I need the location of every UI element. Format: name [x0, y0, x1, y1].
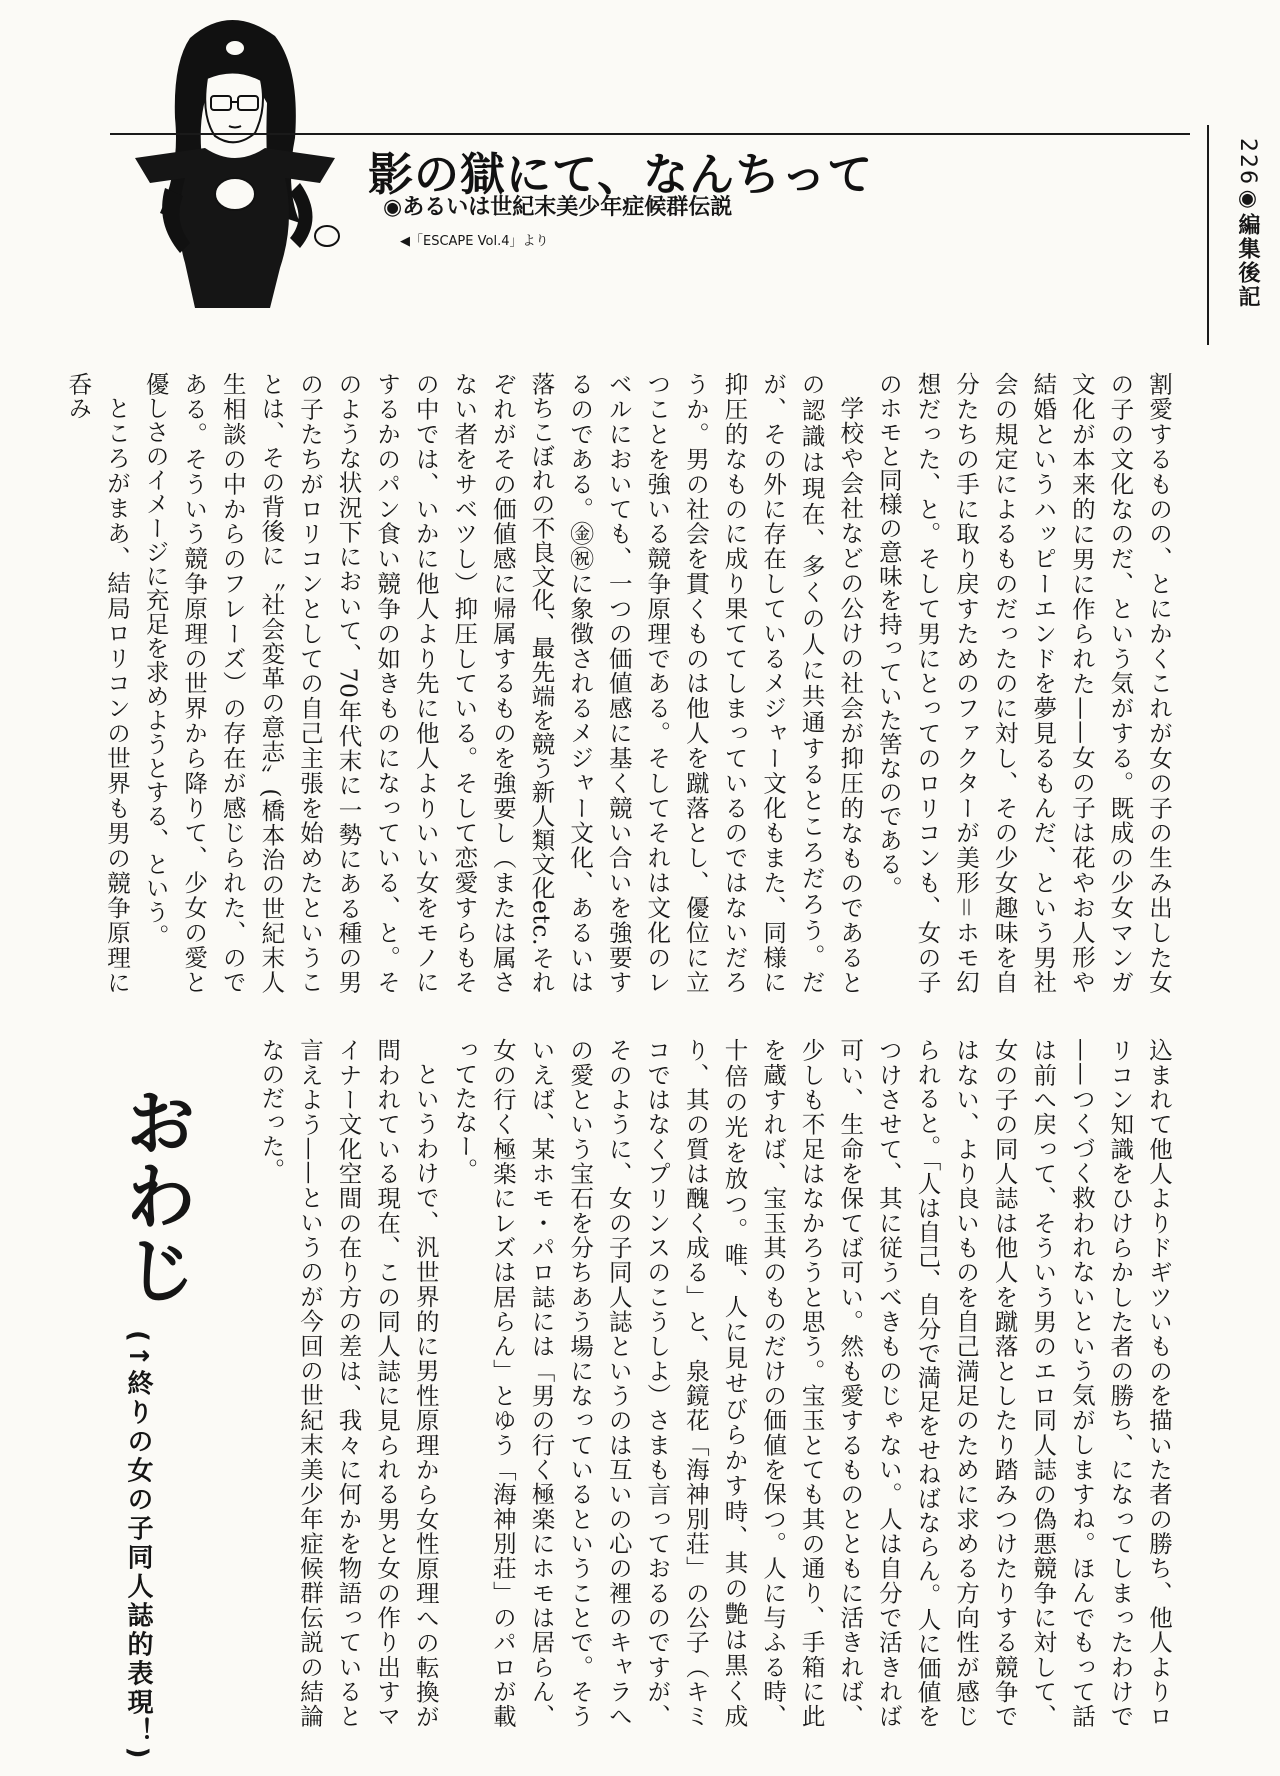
character-illustration — [95, 8, 365, 308]
page-number: 226 — [1235, 138, 1260, 186]
closing-note: (↑終りの女の子同人誌的表現！) — [123, 1330, 153, 1762]
header-rule — [110, 133, 1190, 135]
closing-word: おわじ — [113, 1085, 197, 1307]
article-title: 影の獄にて、なんちって — [368, 148, 874, 201]
paragraph: 割愛するものの、とにかくこれが女の子の生み出した女の子の文化なのだ、という気がする。既成の少女マンガ文化が本来的に男に作られた——女の子は花やお人形や結婚というハッピーエンドを夢見るもんだ、という男社会の規定によるものだったのに対し、その少女趣味を自分たちの手に取り戻すためのファクターが美形＝ホモ幻想だった、と。そして男にとってのロリコンも、女の子のホモと同様の意味を持っていた筈なのである。 — [874, 372, 1173, 994]
body-text-lower — [257, 1038, 1178, 1729]
article-subtitle: ◉あるいは世紀末美少年症候群伝説 — [383, 195, 733, 220]
paragraph: というわけで、汎世界的に男性原理から女性原理への転換が問われている現在、この同人誌に見られる男と女の作り出すマイナー文化空間の在り方の差は、我々に何かを物語っていると言えよう——というのが今回の世紀末美少年症候群伝説の結論なのだった。 — [257, 1038, 440, 1728]
page-header-vertical — [1232, 138, 1263, 309]
side-rule — [1207, 125, 1209, 345]
bullet-icon: ◉ — [1235, 186, 1260, 213]
paragraph: ところがまあ、結局ロリコンの世界も男の競争原理に呑み — [64, 372, 131, 995]
paragraph: 込まれて他人よりドギツいものを描いた者の勝ち、他人よりロリコン知識をひけらかした者の勝ち、になってしまったわけで——つくづく救われないという気がしますね。ほんでもって話は前へ戻って、そういう男のエロ同人誌の偽悪競争に対して、女の子の同人誌は他人を蹴落としたり踏みつけたりする競争ではない、より良いものを自己満足のために求める方向性が感じられると。「人は自己、自分で満足をせねばならん。人に価値をつけさせて、其に従うべきものじゃない。人は自分で活きれば可い、生命を保てば可い。然も愛するものとともに活きれば、少しも不足はなかろうと思う。宝玉とても其の通り、手箱に此を蔵すれば、宝玉其のものだけの価値を保つ。人に与ふる時、十倍の光を放つ。唯、人に見せびらかす時、其の艶は黒く成り、其の質は醜く成る」と、泉鏡花「海神別荘」の公子（キミコではなくプリンスのこうしよ）さまも言っておるのですが、そのように、女の子同人誌というのは互いの心の裡のキャラへの愛という宝石を分ちあう場になっているということで。そういえば、某ホモ・パロ誌には「男の行く極楽にホモは居らん、女の行く極楽にレズは居らん」とゆう「海神別荘」のパロが載ってたなー。 — [450, 1038, 1173, 1729]
source-note: ◀「ESCAPE Vol.4」より — [400, 234, 549, 249]
body-text-upper — [64, 372, 1178, 995]
paragraph: 学校や会社などの公けの社会が抑圧的なものであるとの認識は現在、多くの人に共通するところだろう。だが、その外に存在しているメジャー文化もまた、同様に抑圧的なものに成り果ててしまっているのではないだろうか。男の社会を貫くものは他人を蹴落とし、優位に立つことを強いる競争原理である。そしてそれは文化のレベルにおいても、一つの価値感に基く競い合いを強要するのである。㊎㊗に象徴されるメジャー文化、あるいは落ちこぼれの不良文化、最先端を競う新人類文化etc.それぞれがその価値感に帰属するものを強要し（または属さない者をサベツし）抑圧している。そして恋愛すらもその中では、いかに他人より先に他人よりいい女をモノにするかのパン食い競争の如きものになっている、と。そのような状況下において、70年代末に一勢にある種の男の子たちがロリコンとしての自己主張を始めたということは、その背後に〝社会変革の意志〟(橋本治の世紀末人生相談の中からのフレーズ）の存在が感じられた、のである。そういう競争原理の世界から降りて、少女の愛と優しさのイメージに充足を求めようとする、という。 — [141, 372, 865, 994]
section-name: 編集後記 — [1235, 213, 1260, 309]
